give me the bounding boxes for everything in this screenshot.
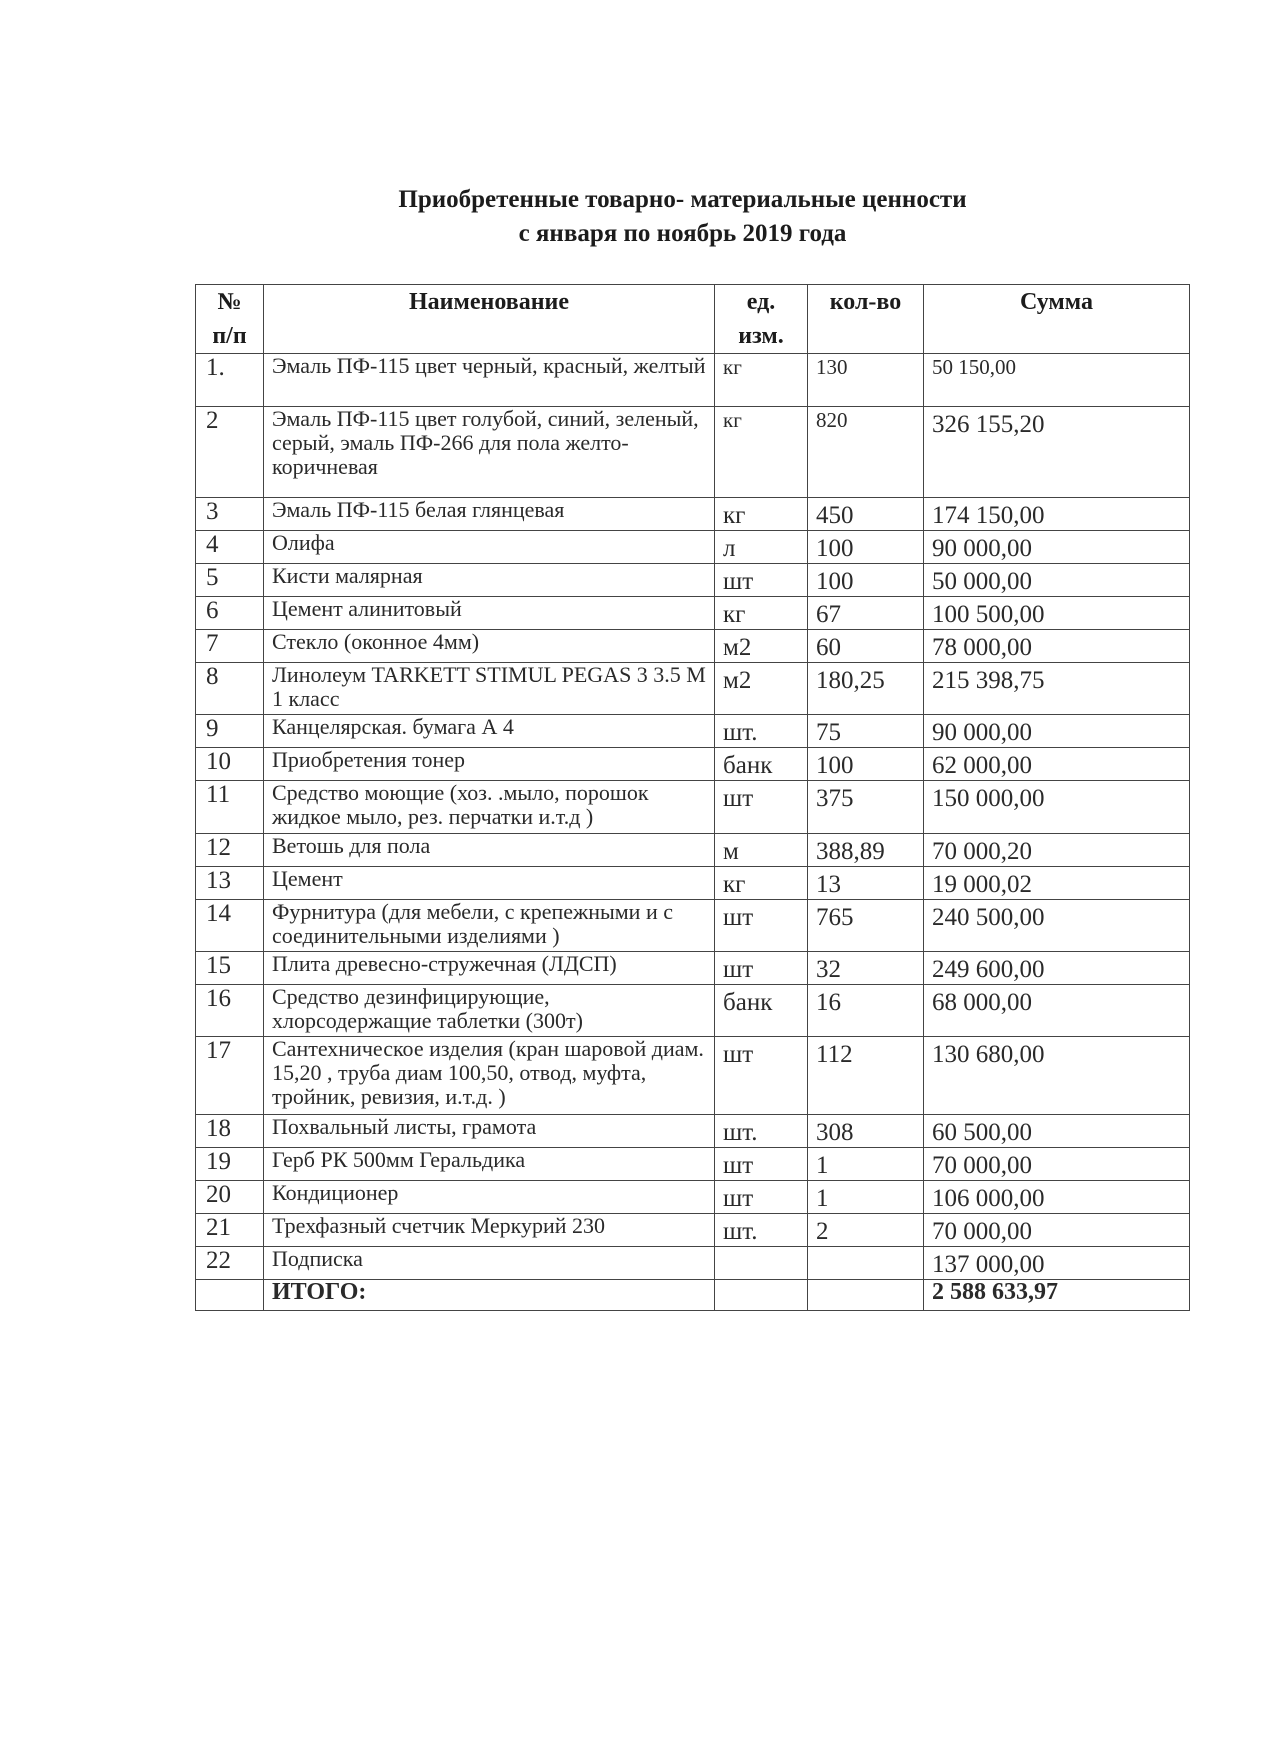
- row-unit: шт.: [715, 1214, 808, 1247]
- row-sum: 90 000,00: [924, 715, 1190, 748]
- title-line-1: Приобретенные товарно- материальные ценности: [398, 186, 967, 213]
- row-qty: 112: [808, 1037, 924, 1115]
- row-qty: 100: [808, 564, 924, 597]
- row-sum: 62 000,00: [924, 748, 1190, 781]
- table-row: [196, 597, 1190, 630]
- table-row: [196, 1115, 1190, 1148]
- total-number-cell: [196, 1280, 264, 1311]
- row-name: Эмаль ПФ-115 белая глянцевая: [264, 498, 715, 531]
- row-sum: 130 680,00: [924, 1037, 1190, 1115]
- table-row: [196, 498, 1190, 531]
- row-sum: 249 600,00: [924, 952, 1190, 985]
- row-number: 1.: [196, 354, 264, 407]
- total-row: [196, 1280, 1190, 1311]
- row-number: 17: [196, 1037, 264, 1115]
- document-title: [0, 183, 1275, 251]
- row-qty: 16: [808, 985, 924, 1037]
- header-number: № п/п: [196, 285, 264, 354]
- row-name: Цемент алинитовый: [264, 597, 715, 630]
- row-number: 20: [196, 1181, 264, 1214]
- row-number: 10: [196, 748, 264, 781]
- row-unit: л: [715, 531, 808, 564]
- table-row: [196, 952, 1190, 985]
- table-row: [196, 407, 1190, 498]
- row-unit: банк: [715, 748, 808, 781]
- row-qty: 450: [808, 498, 924, 531]
- table-row: [196, 781, 1190, 834]
- row-qty: 765: [808, 900, 924, 952]
- row-unit: кг: [715, 498, 808, 531]
- row-name: Эмаль ПФ-115 цвет черный, красный, желтый: [264, 354, 715, 407]
- row-sum: 326 155,20: [924, 407, 1190, 498]
- row-sum: 19 000,02: [924, 867, 1190, 900]
- row-qty: 180,25: [808, 663, 924, 715]
- row-qty: 1: [808, 1148, 924, 1181]
- row-name: Сантехническое изделия (кран шаровой диам. 15,20 , труба диам 100,50, отвод, муфта, тройник, ревизия, и.т.д. ): [264, 1037, 715, 1115]
- header-qty: кол-во: [808, 285, 924, 354]
- table-row: [196, 564, 1190, 597]
- table-row: [196, 630, 1190, 663]
- row-sum: 174 150,00: [924, 498, 1190, 531]
- row-number: 5: [196, 564, 264, 597]
- header-sum: Сумма: [924, 285, 1190, 354]
- row-name: Стекло (оконное 4мм): [264, 630, 715, 663]
- row-sum: 215 398,75: [924, 663, 1190, 715]
- row-unit: [715, 1247, 808, 1280]
- total-unit-cell: [715, 1280, 808, 1311]
- row-qty: 130: [808, 354, 924, 407]
- row-name: Эмаль ПФ-115 цвет голубой, синий, зеленый, серый, эмаль ПФ-266 для пола желто-коричневая: [264, 407, 715, 498]
- row-sum: 137 000,00: [924, 1247, 1190, 1280]
- row-number: 22: [196, 1247, 264, 1280]
- row-sum: 78 000,00: [924, 630, 1190, 663]
- table-row: [196, 900, 1190, 952]
- row-unit: шт.: [715, 1115, 808, 1148]
- row-name: Канцелярская. бумага А 4: [264, 715, 715, 748]
- table-row: [196, 867, 1190, 900]
- row-unit: кг: [715, 597, 808, 630]
- row-unit: кг: [715, 354, 808, 407]
- table-row: [196, 531, 1190, 564]
- row-sum: 100 500,00: [924, 597, 1190, 630]
- row-unit: шт: [715, 1181, 808, 1214]
- row-number: 9: [196, 715, 264, 748]
- row-name: Линолеум TARKETT STIMUL PEGAS 3 3.5 М 1 класс: [264, 663, 715, 715]
- row-sum: 90 000,00: [924, 531, 1190, 564]
- row-qty: 75: [808, 715, 924, 748]
- row-sum: 106 000,00: [924, 1181, 1190, 1214]
- table-row: [196, 1037, 1190, 1115]
- row-qty: 820: [808, 407, 924, 498]
- header-unit: ед. изм.: [715, 285, 808, 354]
- row-number: 2: [196, 407, 264, 498]
- row-qty: 100: [808, 748, 924, 781]
- row-qty: 32: [808, 952, 924, 985]
- row-number: 3: [196, 498, 264, 531]
- row-qty: 1: [808, 1181, 924, 1214]
- row-name: Ветошь для пола: [264, 834, 715, 867]
- row-unit: шт: [715, 952, 808, 985]
- row-unit: шт: [715, 1037, 808, 1115]
- row-unit: шт: [715, 900, 808, 952]
- row-name: Приобретения тонер: [264, 748, 715, 781]
- row-qty: 60: [808, 630, 924, 663]
- row-unit: м2: [715, 630, 808, 663]
- row-name: Плита древесно-стружечная (ЛДСП): [264, 952, 715, 985]
- row-qty: 100: [808, 531, 924, 564]
- row-number: 18: [196, 1115, 264, 1148]
- row-qty: 375: [808, 781, 924, 834]
- row-number: 16: [196, 985, 264, 1037]
- row-number: 14: [196, 900, 264, 952]
- table-row: [196, 1247, 1190, 1280]
- row-qty: 2: [808, 1214, 924, 1247]
- row-sum: 70 000,20: [924, 834, 1190, 867]
- row-name: Герб РК 500мм Геральдика: [264, 1148, 715, 1181]
- row-name: Средство дезинфицирующие, хлорсодержащие таблетки (300т): [264, 985, 715, 1037]
- row-sum: 68 000,00: [924, 985, 1190, 1037]
- row-name: Цемент: [264, 867, 715, 900]
- row-name: Кисти малярная: [264, 564, 715, 597]
- row-unit: м2: [715, 663, 808, 715]
- row-name: Трехфазный счетчик Меркурий 230: [264, 1214, 715, 1247]
- row-sum: 50 150,00: [924, 354, 1190, 407]
- row-number: 13: [196, 867, 264, 900]
- row-number: 6: [196, 597, 264, 630]
- table-row: [196, 985, 1190, 1037]
- title-line-2: с января по ноябрь 2019 года: [518, 220, 847, 247]
- row-unit: кг: [715, 867, 808, 900]
- row-unit: м: [715, 834, 808, 867]
- row-qty: 308: [808, 1115, 924, 1148]
- row-unit: шт.: [715, 715, 808, 748]
- row-unit: банк: [715, 985, 808, 1037]
- header-name: Наименование: [264, 285, 715, 354]
- row-unit: кг: [715, 407, 808, 498]
- table-row: [196, 663, 1190, 715]
- row-sum: 50 000,00: [924, 564, 1190, 597]
- row-number: 4: [196, 531, 264, 564]
- row-sum: 70 000,00: [924, 1148, 1190, 1181]
- row-name: Подписка: [264, 1247, 715, 1280]
- row-number: 8: [196, 663, 264, 715]
- table-row: [196, 715, 1190, 748]
- row-unit: шт: [715, 564, 808, 597]
- table-row: [196, 1214, 1190, 1247]
- row-sum: 150 000,00: [924, 781, 1190, 834]
- table-row: [196, 1181, 1190, 1214]
- row-unit: шт: [715, 781, 808, 834]
- row-name: Кондиционер: [264, 1181, 715, 1214]
- row-qty: 13: [808, 867, 924, 900]
- row-number: 11: [196, 781, 264, 834]
- row-name: Похвальный листы, грамота: [264, 1115, 715, 1148]
- row-number: 21: [196, 1214, 264, 1247]
- row-sum: 60 500,00: [924, 1115, 1190, 1148]
- table-header-row: [196, 285, 1190, 354]
- row-name: Средство моющие (хоз. .мыло, порошок жидкое мыло, рез. перчатки и.т.д ): [264, 781, 715, 834]
- table-row: [196, 1148, 1190, 1181]
- total-qty-cell: [808, 1280, 924, 1311]
- row-name: Олифа: [264, 531, 715, 564]
- row-unit: шт: [715, 1148, 808, 1181]
- row-qty: [808, 1247, 924, 1280]
- row-sum: 70 000,00: [924, 1214, 1190, 1247]
- row-number: 15: [196, 952, 264, 985]
- table-row: [196, 834, 1190, 867]
- row-number: 19: [196, 1148, 264, 1181]
- total-label: ИТОГО:: [264, 1280, 715, 1311]
- total-sum: 2 588 633,97: [924, 1280, 1190, 1311]
- table-row: [196, 748, 1190, 781]
- row-number: 12: [196, 834, 264, 867]
- row-name: Фурнитура (для мебели, с крепежными и с соединительными изделиями ): [264, 900, 715, 952]
- row-qty: 388,89: [808, 834, 924, 867]
- goods-table: [195, 284, 1190, 1311]
- row-qty: 67: [808, 597, 924, 630]
- table-row: [196, 354, 1190, 407]
- row-sum: 240 500,00: [924, 900, 1190, 952]
- row-number: 7: [196, 630, 264, 663]
